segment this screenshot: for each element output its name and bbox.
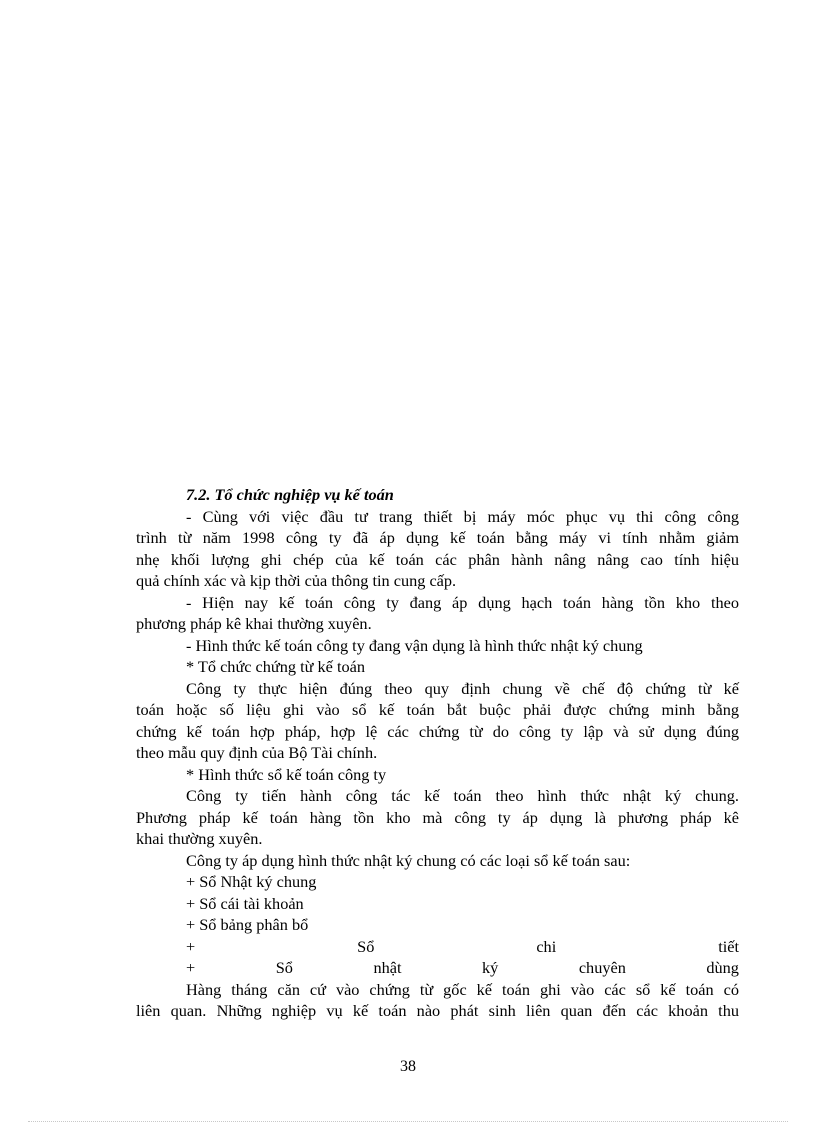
subheading: * Tổ chức chứng từ kế toán [186, 657, 365, 676]
paragraph-line: chứng kế toán hợp pháp, hợp lệ các chứng từ do công ty lập và sử dụng đúng [136, 721, 739, 741]
footer-divider [28, 1121, 788, 1122]
paragraph-line: Công ty tiến hành công tác kế toán theo hình thức nhật ký chung. [186, 786, 739, 805]
list-item: + Sổ bảng phân bổ [186, 915, 309, 934]
paragraph-line: nhẹ khối lượng ghi chép của kế toán các phân hành nâng nâng cao tính hiệu [136, 549, 739, 569]
spread-word: chi [536, 936, 557, 956]
paragraph-line: phương pháp kê khai thường xuyên. [136, 614, 372, 633]
paragraph-line: quả chính xác và kịp thời của thông tin cung cấp. [136, 571, 457, 590]
document-body [136, 484, 739, 1022]
subheading: * Hình thức sổ kế toán công ty [186, 764, 387, 784]
list-item-spread [136, 957, 739, 979]
paragraph-line: trình từ năm 1998 công ty đã áp dụng kế toán bằng máy vi tính nhằm giảm [136, 528, 739, 547]
paragraph-line: theo mẫu quy định của Bộ Tài chính. [136, 743, 378, 762]
spread-word: + [186, 936, 196, 956]
paragraph-line: khai thường xuyên. [136, 829, 263, 848]
paragraph-line: Hàng tháng căn cứ vào chứng từ gốc kế toán ghi vào các sổ kế toán có [186, 979, 739, 999]
spread-word: nhật [373, 958, 402, 977]
page-number: 38 [400, 1058, 416, 1075]
paragraph-line: - Hình thức kế toán công ty đang vận dụng là hình thức nhật ký chung [186, 635, 643, 655]
paragraph-line: - Cùng với việc đầu tư trang thiết bị máy móc phục vụ thi công công [186, 506, 739, 526]
list-item: + Sổ cái tài khoản [186, 893, 304, 913]
spread-word: + [186, 958, 196, 977]
paragraph-line: - Hiện nay kế toán công ty đang áp dụng hạch toán hàng tồn kho theo [186, 592, 739, 612]
section-heading: 7.2. Tổ chức nghiệp vụ kế toán [186, 485, 394, 504]
list-item: + Sổ Nhật ký chung [186, 872, 317, 891]
list-item-spread [136, 936, 739, 958]
paragraph-line: Công ty áp dụng hình thức nhật ký chung có các loại sổ kế toán sau: [186, 850, 631, 870]
paragraph-line: Phương pháp kế toán hàng tồn kho mà công ty áp dụng là phương pháp kê [136, 807, 739, 827]
spread-word: ký [482, 958, 499, 977]
spread-word: Sổ [357, 936, 375, 956]
paragraph-line: Công ty thực hiện đúng theo quy định chung về chế độ chứng từ kế [186, 678, 739, 698]
spread-word: Sổ [275, 958, 293, 977]
paragraph-line: liên quan. Những nghiệp vụ kế toán nào phát sinh liên quan đến các khoản thu [136, 1001, 739, 1020]
paragraph-line: toán hoặc số liệu ghi vào sổ kế toán bắt buộc phải được chứng minh bằng [136, 700, 739, 719]
spread-word: chuyên [578, 958, 626, 977]
spread-word: dùng [706, 958, 739, 977]
spread-word: tiết [718, 936, 739, 956]
